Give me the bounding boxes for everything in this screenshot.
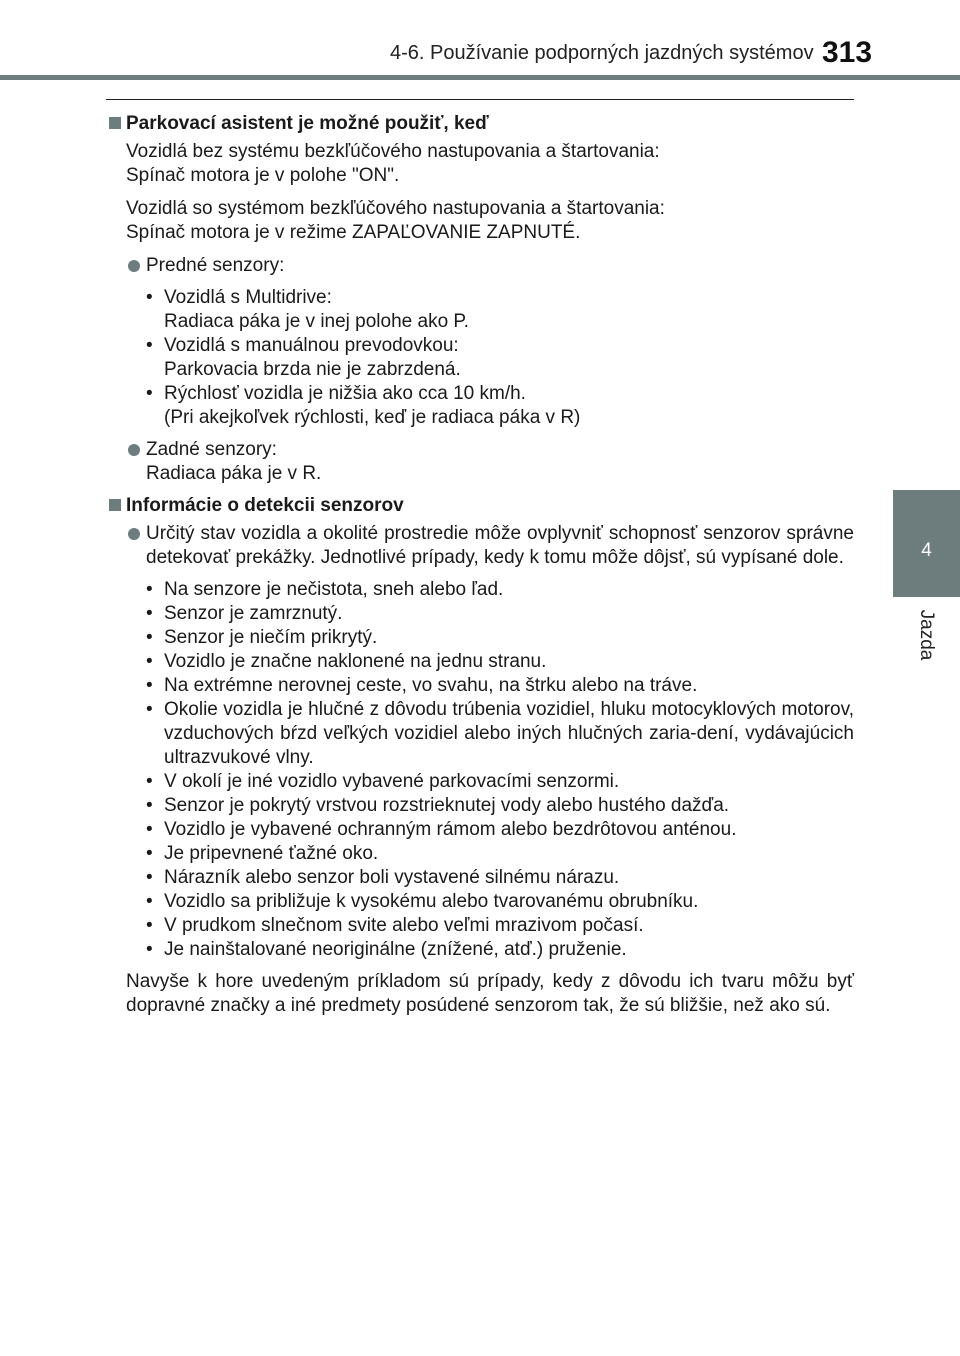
bullet-icon: • xyxy=(146,843,153,864)
list-item: • Vozidlo sa približuje k vysokému alebo tvarovanému obrubníku. xyxy=(146,891,699,912)
header-rule xyxy=(0,75,960,80)
list-item: • Vozidlá s manuálnou prevodovkou: Parkovacia brzda nie je zabrzdená. xyxy=(146,335,461,380)
bullet-icon: • xyxy=(146,891,153,912)
bullet-icon: • xyxy=(146,603,153,624)
bullet-icon: • xyxy=(146,795,153,816)
list-item: • Nárazník alebo senzor boli vystavené silnému nárazu. xyxy=(146,867,620,888)
chapter-label: Jazda xyxy=(916,609,937,661)
square-bullet-icon xyxy=(109,499,121,511)
bullet-icon: • xyxy=(146,383,153,404)
list-item: • Rýchlosť vozidla je nižšia ako cca 10 km/h. (Pri akejkoľvek rýchlosti, keď je radiaca páka v R) xyxy=(146,383,581,428)
bullet-icon: • xyxy=(146,819,153,840)
paragraph: Vozidlá so systémom bezkľúčového nastupovania a štartovania: Spínač motora je v režime ZAPAĽOVANIE ZAPNUTÉ. xyxy=(126,198,665,243)
list-item: • Senzor je niečím prikrytý. xyxy=(146,627,378,648)
front-sensors-item: Predné senzory: xyxy=(106,254,854,278)
square-bullet-icon xyxy=(109,117,121,129)
circle-bullet-icon xyxy=(128,444,140,456)
list-item: • Na senzore je nečistota, sneh alebo ľad. xyxy=(146,579,504,600)
page-number: 313 xyxy=(822,36,873,69)
bullet-icon: • xyxy=(146,699,153,720)
page-content xyxy=(106,108,854,1027)
list-item: • Vozidlo je značne naklonené na jednu stranu. xyxy=(146,651,547,672)
bullet-icon: • xyxy=(146,287,153,308)
header-title: 4-6. Používanie podporných jazdných systémov xyxy=(390,42,814,64)
closing-paragraph: Navyše k hore uvedeným príkladom sú prípady, kedy z dôvodu ich tvaru môžu byť dopravné značky a iné predmety posúdené senzorom tak, že sú bližšie, než ako sú. xyxy=(126,971,854,1016)
chapter-tab xyxy=(893,490,960,597)
content-top-rule xyxy=(106,99,854,100)
bullet-icon: • xyxy=(146,915,153,936)
list-item: • Vozidlo je vybavené ochranným rámom alebo bezdrôtovou anténou. xyxy=(146,819,737,840)
section-heading: Parkovací asistent je možné použiť, keď xyxy=(106,112,854,136)
chapter-number: 4 xyxy=(921,540,932,561)
list-item: • Senzor je pokrytý vrstvou rozstrieknutej vody alebo hustého dažďa. xyxy=(146,795,730,816)
list-item: • Je nainštalované neoriginálne (znížené, atď.) pruženie. xyxy=(146,939,627,960)
bullet-icon: • xyxy=(146,335,153,356)
detection-conditions-list xyxy=(106,578,854,962)
list-item: • Je pripevnené ťažné oko. xyxy=(146,843,379,864)
bullet-icon: • xyxy=(146,651,153,672)
list-item: • Senzor je zamrznutý. xyxy=(146,603,343,624)
bullet-icon: • xyxy=(146,939,153,960)
rear-sensors-item: Zadné senzory: Radiaca páka je v R. xyxy=(106,438,854,486)
bullet-icon: • xyxy=(146,771,153,792)
bullet-icon: • xyxy=(146,579,153,600)
front-sensors-list xyxy=(106,286,854,430)
list-item: • Na extrémne nerovnej ceste, vo svahu, na štrku alebo na tráve. xyxy=(146,675,698,696)
list-item: • Vozidlá s Multidrive: Radiaca páka je v inej polohe ako P. xyxy=(146,287,469,332)
section-heading: Informácie o detekcii senzorov xyxy=(106,494,854,518)
paragraph: Vozidlá bez systému bezkľúčového nastupovania a štartovania: Spínač motora je v polohe "ON". xyxy=(126,141,660,186)
circle-bullet-icon xyxy=(128,260,140,272)
bullet-icon: • xyxy=(146,627,153,648)
bullet-icon: • xyxy=(146,675,153,696)
circle-bullet-icon xyxy=(128,528,140,540)
detection-intro: Určitý stav vozidla a okolité prostredie môže ovplyvniť schopnosť senzorov správne detekovať prekážky. Jednotlivé prípady, kedy k tomu môže dôjsť, sú vypísané dole. xyxy=(106,522,854,570)
bullet-icon: • xyxy=(146,867,153,888)
list-item: • Okolie vozidla je hlučné z dôvodu trúbenia vozidiel, hluku motocyklových motorov, vzduchových bŕzd veľkých vozidiel alebo iných hlučných zaria-dení, vydávajúcich ultrazvukové vlny. xyxy=(146,699,854,768)
list-item: • V prudkom slnečnom svite alebo veľmi mrazivom počasí. xyxy=(146,915,644,936)
list-item: • V okolí je iné vozidlo vybavené parkovacími senzormi. xyxy=(146,771,620,792)
